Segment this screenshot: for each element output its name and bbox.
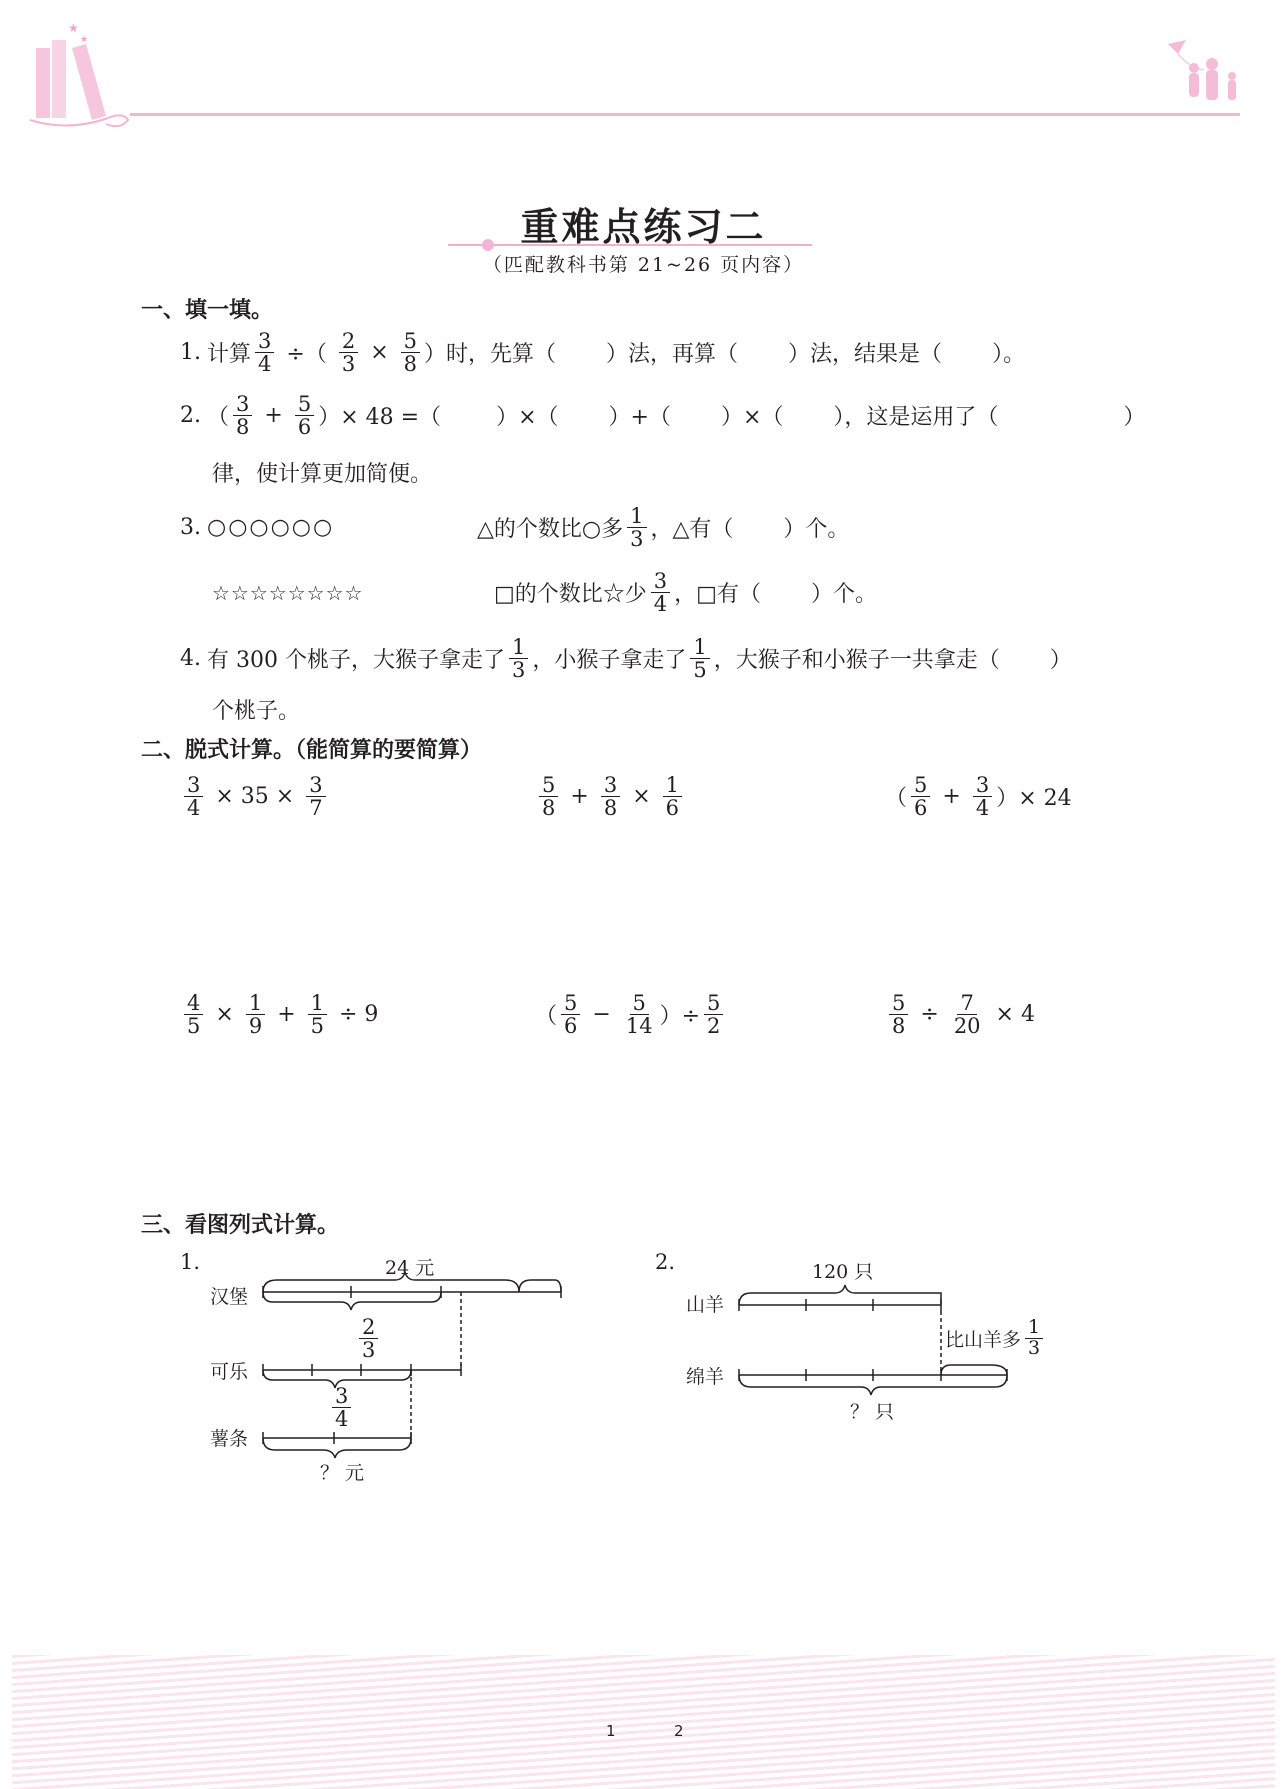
text: ÷ 9 [339,1002,379,1028]
diagram-1-total: 24 元 [385,1257,435,1279]
fraction [623,992,656,1037]
numerator: 1 [308,992,327,1015]
text: ÷ [920,1002,939,1028]
header-decoration-right [1160,38,1250,118]
text: ）。 [992,342,1026,368]
section-2-heading: 二、脱式计算。（能简算的要简算） [141,738,483,763]
text: ，大猴子和小猴子一共拿走（ [713,648,1000,674]
denominator: 3 [1028,1336,1041,1359]
text: ）+（ [608,405,671,431]
fraction [184,774,203,819]
numerator: 1 [690,636,709,659]
fraction [246,992,265,1037]
footer-band [12,1655,1275,1789]
fraction [911,774,930,819]
denominator: 4 [335,1407,349,1432]
numerator: 2 [359,1316,378,1339]
label-sheep: 绵羊 [686,1366,725,1388]
numerator: 7 [957,992,976,1015]
numerator: 3 [332,1385,351,1408]
denominator: 9 [248,1014,263,1039]
denominator: 4 [187,796,201,821]
denominator: 6 [914,796,928,821]
text: − [592,1002,611,1028]
fraction [704,992,723,1037]
fraction [601,774,620,819]
numerator: 3 [184,774,203,797]
question-2 [180,393,1145,438]
denominator: 6 [297,415,312,440]
numerator: 5 [561,992,580,1015]
diagram-2-total: 120 只 [812,1261,874,1283]
fraction [951,992,984,1037]
denominator: 8 [603,796,618,821]
denominator: 3 [511,658,526,683]
question-number: 3. [180,515,201,541]
expression-6 [885,992,1043,1037]
fraction [539,774,558,819]
circles: ○○○○○○ [207,515,335,541]
label-goat: 山羊 [686,1294,725,1316]
children-kite-silhouette-icon [1160,38,1250,118]
expression-2 [535,774,686,819]
text: + [264,403,283,429]
denominator: 4 [258,352,272,377]
text: ，小猴子拿走了 [532,648,687,674]
text: ）× 24 [996,786,1072,812]
fraction [308,992,327,1037]
fraction [306,774,325,819]
text: ÷（ [286,342,327,368]
diagram-1-number: 1. [180,1250,201,1274]
numerator: 3 [601,774,620,797]
denominator: 8 [403,352,418,377]
fraction [295,393,314,438]
fraction [255,330,274,375]
text: 计算 [207,342,252,368]
svg-text:★: ★ [80,35,89,45]
fraction [561,992,580,1037]
denominator: 6 [564,1014,578,1039]
denominator: 4 [653,592,668,617]
brace-extra [941,1365,1007,1375]
numerator: 3 [233,393,252,416]
denominator: 7 [309,796,323,821]
bar-extension [519,1280,561,1292]
numerator: 5 [630,992,649,1015]
denominator: 3 [362,1338,376,1363]
denominator: 20 [953,1014,981,1039]
denominator: 8 [542,796,556,821]
page-title: 重难点练习二 [520,204,767,249]
expression-3 [885,774,1072,819]
numerator: 5 [704,992,723,1015]
numerator: 5 [401,330,420,353]
text: + [570,784,589,810]
question-number: 2. [180,403,201,429]
denominator: 2 [707,1014,721,1039]
numerator: 5 [295,393,314,416]
text: （ [885,786,908,812]
text: × 4 [995,1002,1035,1028]
brace-total [739,1285,941,1305]
text: ）时，先算（ [424,342,557,368]
denominator: 3 [341,352,356,377]
numerator: 4 [184,992,203,1015]
numerator: 3 [651,570,670,593]
text: 比山羊多 [945,1328,1022,1351]
numerator: 3 [306,774,325,797]
page-number-left: 1 [606,1722,616,1740]
fraction [690,636,709,681]
denominator: 6 [665,796,679,821]
fraction [339,330,358,375]
text: ），这是运用了（ [833,405,999,431]
numerator: 5 [539,774,558,797]
question-number: 1. [180,340,201,366]
diagram-2-lines [735,1275,1015,1405]
text: ）个。 [810,582,877,608]
text: + [942,784,961,810]
denominator: 8 [236,415,250,440]
fraction [1025,1318,1043,1359]
text: ，△有（ [650,517,734,543]
text: ） [1049,648,1072,674]
fraction [889,992,908,1037]
fraction [401,330,420,375]
expression-5 [535,992,727,1037]
text: ）×（ [496,405,559,431]
brace-three-quarters [263,1370,411,1388]
numerator: 3 [255,330,274,353]
brace-two-thirds [263,1292,441,1310]
denominator: 5 [310,1014,324,1039]
numerator: 1 [246,992,265,1015]
question-4-line-2: 个桃子。 [212,699,301,724]
denominator: 5 [187,1014,201,1039]
question-4 [180,636,1072,681]
diagram-1-question: ？ 元 [320,1462,365,1484]
fraction [627,505,646,550]
denominator: 5 [693,658,707,683]
numerator: 1 [663,774,682,797]
text: ）÷ [659,1004,700,1030]
fraction [973,774,992,819]
numerator: 5 [911,774,930,797]
text: × [215,1002,234,1028]
label-fries: 薯条 [210,1428,249,1450]
text: ，□有（ [674,582,761,608]
fraction [184,992,203,1037]
page-number-right: 2 [674,1722,684,1740]
denominator: 4 [975,796,990,821]
text: × [632,784,651,810]
diagram-1-lines [255,1270,575,1480]
numerator: 3 [973,774,992,797]
denominator: 3 [630,527,644,552]
diagram-2-number: 2. [655,1250,676,1274]
text: + [277,1002,296,1028]
text: × 35 × [215,784,295,810]
brace-fries [263,1438,411,1458]
text: ）个。 [783,517,850,543]
numerator: 1 [509,636,528,659]
fraction [651,570,670,615]
header-rule [130,113,1240,116]
numerator: 1 [1025,1318,1043,1339]
text: ） [1123,405,1146,431]
text: △的个数比○多 [477,517,624,543]
diagram-2-question: ？ 只 [850,1401,895,1423]
text: ）法，结果是（ [788,342,943,368]
svg-text:★: ★ [68,21,79,35]
text: ）× 48 =（ [318,405,442,431]
fraction [233,393,252,438]
label-hamburger: 汉堡 [210,1286,249,1308]
numerator: 5 [889,992,908,1015]
numerator: 1 [627,505,646,528]
expression-1 [180,774,330,819]
fraction [663,774,682,819]
section-3-heading: 三、看图列式计算。 [141,1213,340,1238]
label-cola: 可乐 [210,1361,249,1383]
question-1 [180,330,1025,375]
page-subtitle: （匹配教科书第 21~26 页内容） [482,254,805,276]
text: ）法，再算（ [606,342,739,368]
text: （ [207,405,230,431]
brace-total [263,1272,519,1292]
denominator: 8 [892,1014,906,1039]
fraction [509,636,528,681]
stars: ☆☆☆☆☆☆☆☆ [212,580,364,605]
question-number: 4. [180,646,201,672]
text: ）×（ [720,405,784,431]
text: （ [535,1004,558,1030]
numerator: 2 [339,330,358,353]
question-3-row-1 [180,505,849,550]
section-1-heading: 一、填一填。 [141,298,274,323]
question-3-row-2 [212,570,877,615]
text: 有 300 个桃子，大猴子拿走了 [207,648,505,674]
text: □的个数比☆少 [494,582,647,608]
denominator: 14 [625,1014,653,1039]
question-2-line-2: 律，使计算更加简便。 [212,462,433,487]
text: × [370,340,389,366]
expression-4 [180,992,386,1037]
